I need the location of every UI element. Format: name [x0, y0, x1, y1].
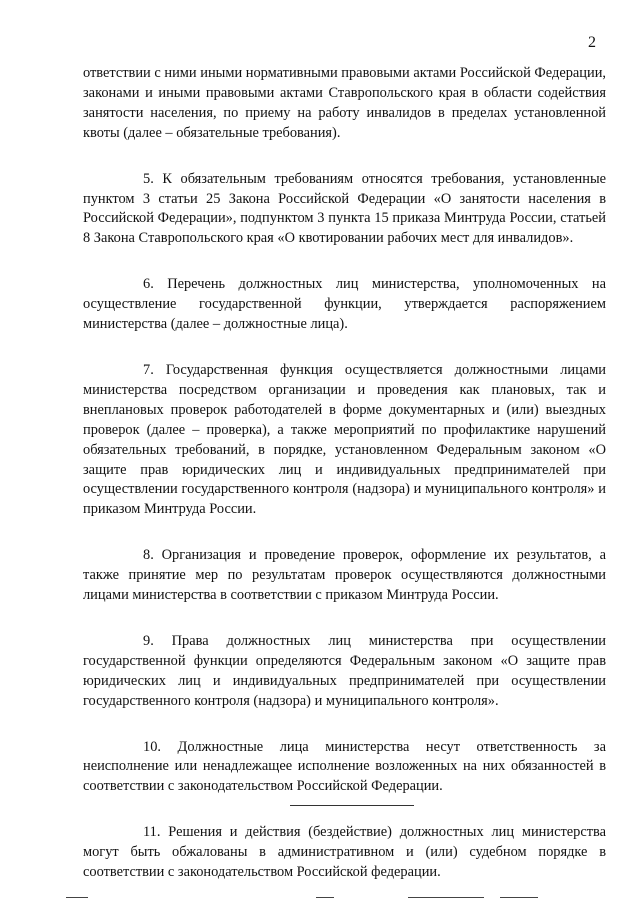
footer-mark-right — [408, 897, 484, 898]
page-number: 2 — [588, 34, 596, 51]
document-body — [83, 64, 606, 883]
end-separator-line — [290, 805, 414, 806]
paragraph-5: 5. К обязательным требованиям относятся требования, установленные пунктом 3 статьи 25 Закона Российской Федерации «О занятости населения в Российской Федерации», подпунктом 3 пункта 15 приказа Минтруда России, статьей 8 Закона Ставропольского края «О квотировании рабочих мест для инвалидов». — [83, 170, 606, 247]
paragraph-6: 6. Перечень должностных лиц министерства, уполномоченных на осуществление государственной функции, утверждается распоряжением министерства (далее – должностные лица). — [83, 276, 606, 333]
paragraph-8: 8. Организация и проведение проверок, оформление их результатов, а также принятие мер по результатам проверок осуществляются должностными лицами министерства в соответствии с приказом Минтруда России. — [83, 547, 606, 604]
paragraph-9: 9. Права должностных лиц министерства при осуществлении государственной функции определяются Федеральным законом «О защите прав юридических лиц и индивидуальных предпринимателей при осуществлении государственного контроля (надзора) и муниципального контроля». — [83, 632, 606, 709]
footer-mark-center — [316, 897, 334, 898]
paragraph-11: 11. Решения и действия (бездействие) должностных лиц министерства могут быть обжалованы в административном и (или) судебном порядке в соответствии с законодательством Российской федерации. — [83, 824, 606, 881]
paragraph-10: 10. Должностные лица министерства несут ответственность за неисполнение или ненадлежащее исполнение возложенных на них обязанностей в соответствии с законодательством Российской Федерации. — [83, 738, 606, 795]
footer-mark-left — [66, 897, 88, 898]
footer-mark-far-right — [500, 897, 538, 898]
paragraph-7: 7. Государственная функция осуществляется должностными лицами министерства посредством организации и проведения как плановых, так и внеплановых проверок работодателей в форме документарных и (или) выездных проверок (далее – проверка), а также мероприятий по профилактике нарушений обязательных требований, в порядке, установленном Федеральным законом «О защите прав юридических лиц и индивидуальных предпринимателей при осуществлении государственного контроля (надзора) и муниципального контроля» и приказом Минтруда России. — [83, 361, 606, 518]
paragraph-continuation: ответствии с ними иными нормативными правовыми актами Российской Федерации, законами и иными правовыми актами Ставропольского края в области содействия занятости населения, по приему на работу инвалидов в пределах установленной квоты (далее – обязательные требования). — [83, 65, 606, 141]
